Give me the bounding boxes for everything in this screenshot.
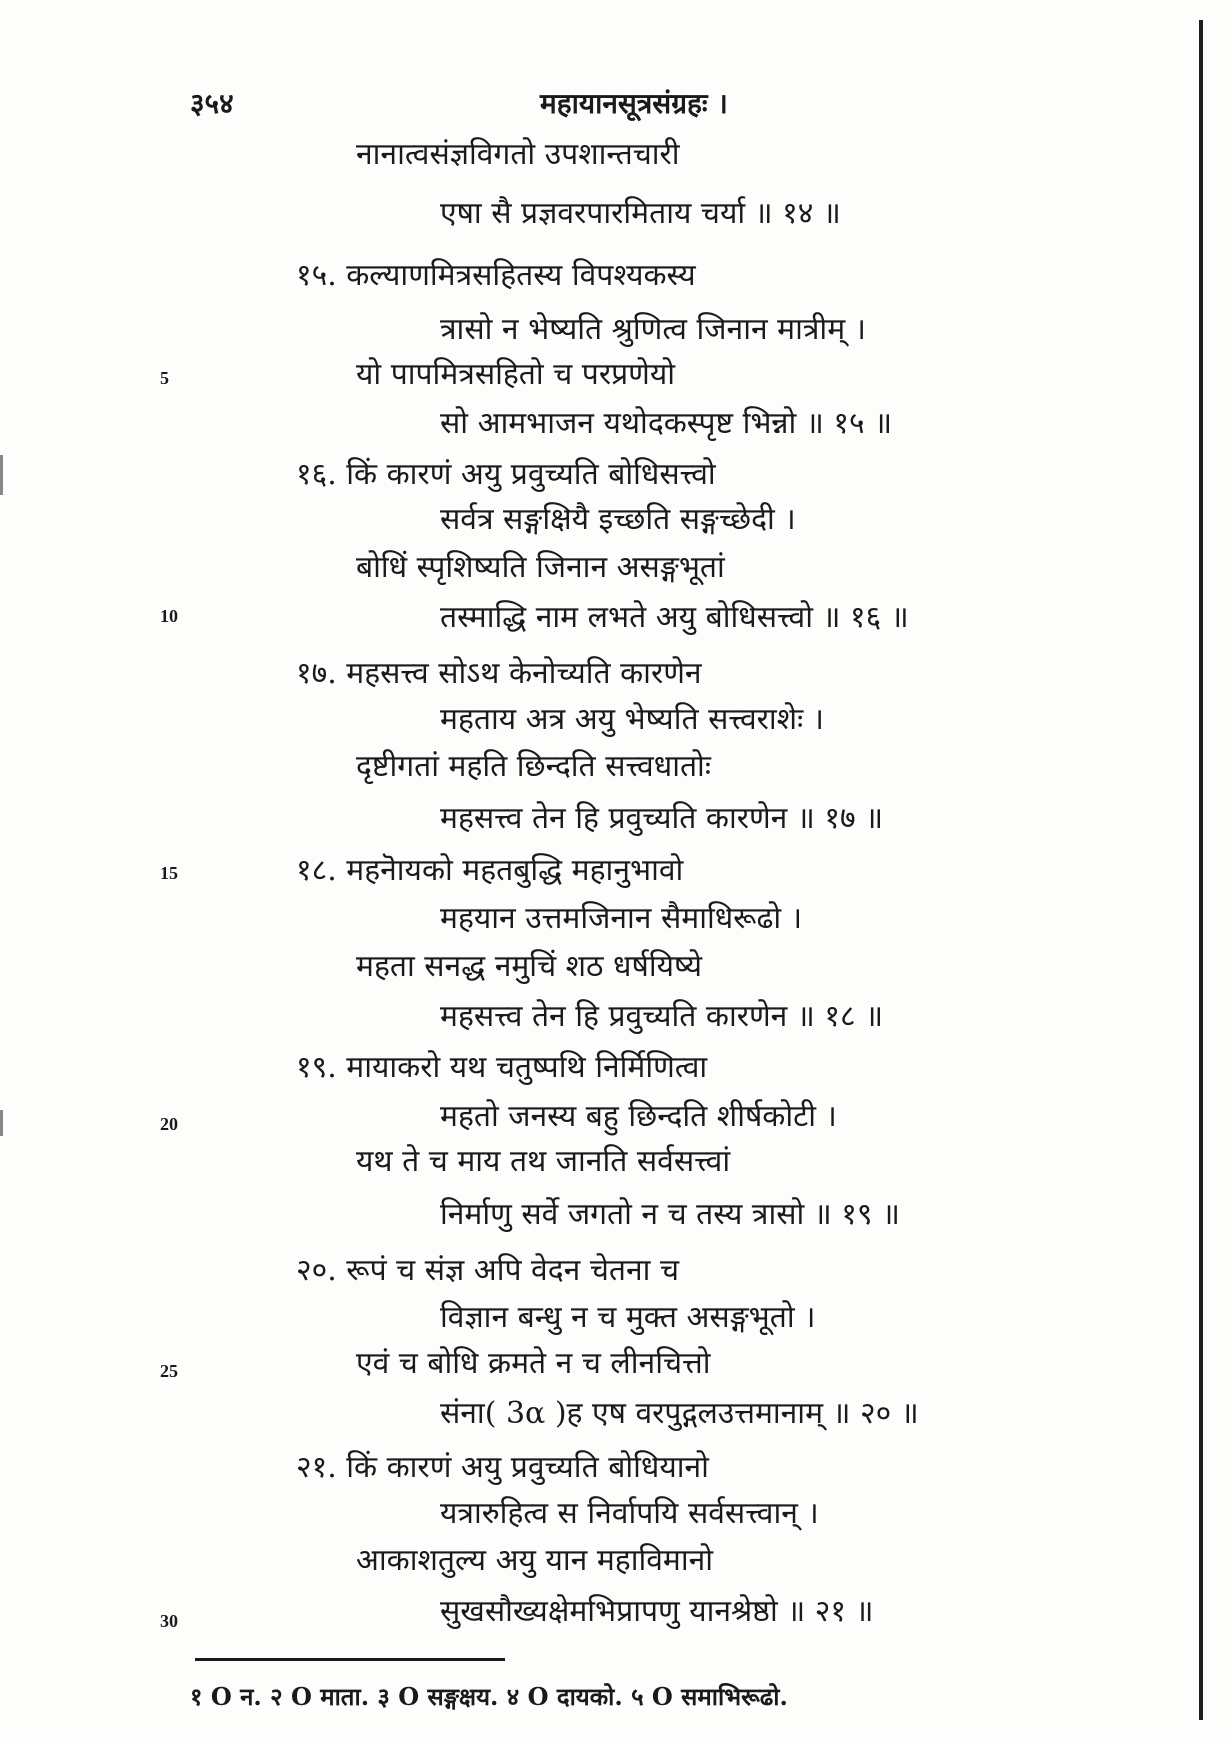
page-edge-rule [1199, 20, 1203, 1720]
verse-line: दृष्टीगतां महति छिन्दति सत्त्वधातोः [356, 749, 711, 784]
verse-line: १८. महनॆायको महतबुद्धि महानुभावो [296, 853, 684, 888]
verse-line: यथ ते च माय तथ जानति सर्वसत्त्वां [356, 1144, 731, 1179]
verse-line: सो आमभाजन यथोदकस्पृष्ट भिन्नो ॥ १५ ॥ [440, 406, 893, 441]
verse-line: महताय अत्र अयु भेष्यति सत्त्वराशेः । [440, 702, 825, 737]
page-title: महायानसूत्रसंग्रहः । [540, 87, 728, 120]
line-number: 30 [160, 1611, 178, 1631]
verse-line: २०. रूपं च संज्ञ अपि वेदन चेतना च [296, 1253, 680, 1288]
verse-line: निर्माणु सर्वे जगतो न च तस्य त्रासो ॥ १९ ॥ [440, 1197, 901, 1232]
scan-speck [0, 1110, 3, 1136]
verse-line: संना( 3α )ह एष वरपुद्गलउत्तमानाम् ॥ २० ॥ [440, 1396, 919, 1431]
verse-line: यो पापमित्रसहितो च परप्रणेयो [356, 357, 676, 392]
verse-line: नानात्वसंज्ञविगतो उपशान्तचारी [356, 137, 680, 172]
verse-line: बोधिं स्पृशिष्यति जिनान असङ्गभूतां [356, 550, 725, 585]
verse-line: सर्वत्र सङ्गक्षियै इच्छति सङ्गच्छेदी । [440, 502, 796, 537]
line-number: 20 [160, 1114, 178, 1134]
verse-line: आकाशतुल्य अयु यान महाविमानो [356, 1543, 714, 1578]
verse-line: महयान उत्तमजिनान सैमाधिरूढो । [440, 901, 803, 936]
verse-line: महसत्त्व तेन हि प्रवुच्यति कारणेन ॥ १७ ॥ [440, 801, 884, 836]
verse-line: १९. मायाकरो यथ चतुष्पथि निर्मिणित्वा [296, 1050, 708, 1085]
scan-speck [0, 455, 3, 495]
verse-line: १६. किं कारणं अयु प्रवुच्यति बोधिसत्त्वो [296, 457, 716, 492]
verse-line: त्रासो न भेष्यति श्रुणित्व जिनान मात्रीम् । [440, 312, 867, 347]
line-number: 5 [160, 368, 169, 388]
verse-line: यत्रारुहित्व स निर्वापयि सर्वसत्त्वान् । [440, 1496, 819, 1531]
line-number: 10 [160, 606, 178, 626]
verse-line: २१. किं कारणं अयु प्रवुच्यति बोधियानो [296, 1450, 709, 1485]
verse-line: तस्माद्धि नाम लभते अयु बोधिसत्त्वो ॥ १६ ॥ [440, 600, 909, 635]
verse-line: सुखसौख्यक्षेमभिप्रापणु यानश्रेष्ठो ॥ २१ ॥ [440, 1594, 874, 1629]
verse-line: महसत्त्व तेन हि प्रवुच्यति कारणेन ॥ १८ ॥ [440, 999, 884, 1034]
line-number: 15 [160, 863, 178, 883]
footnote: १ O न. २ O माता. ३ O सङ्गक्षय. ४ O दायको. ५ O समाभिरूढो. [190, 1682, 788, 1711]
verse-line: महता सनद्ध नमुचिं शठ धर्षयिष्ये [356, 949, 703, 984]
verse-line: विज्ञान बन्धु न च मुक्त असङ्गभूतो । [440, 1300, 816, 1335]
page-number: ३५४ [190, 87, 234, 120]
verse-line: १५. कल्याणमित्रसहितस्य विपश्यकस्य [296, 258, 696, 293]
footnote-rule [195, 1658, 505, 1661]
verse-line: महतो जनस्य बहु छिन्दति शीर्षकोटी । [440, 1099, 837, 1134]
line-number: 25 [160, 1361, 178, 1381]
verse-line: एवं च बोधि क्रमते न च लीनचित्तो [356, 1346, 711, 1381]
verse-line: १७. महसत्त्व सोऽथ केनोच्यति कारणेन [296, 656, 702, 691]
verse-line: एषा सै प्रज्ञवरपारमिताय चर्या ॥ १४ ॥ [440, 196, 841, 231]
